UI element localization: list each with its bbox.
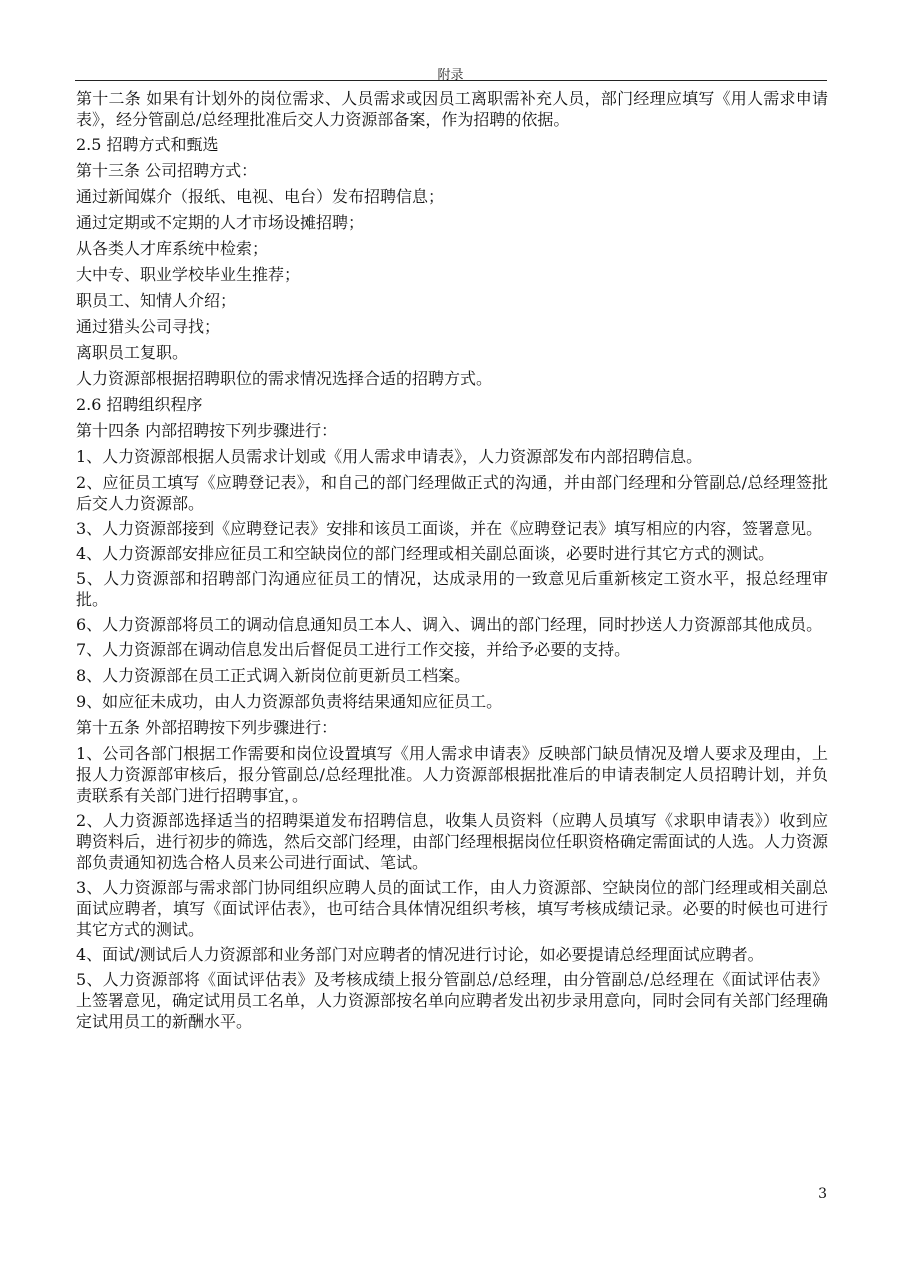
list-item: 大中专、职业学校毕业生推荐； — [76, 265, 301, 284]
page-number: 3 — [818, 1186, 827, 1202]
step-item: 4、人力资源部安排应征员工和空缺岗位的部门经理或相关副总面谈，必要时进行其它方式的测试。 — [76, 544, 775, 563]
article-12: 第十二条 如果有计划外的岗位需求、人员需求或因员工离职需补充人员，部门经理应填写《用人需求申请表》，经分管副总/总经理批准后交人力资源部备案，作为招聘的依据。 — [76, 89, 828, 129]
step-item: 5、人力资源部将《面试评估表》及考核成绩上报分管副总/总经理，由分管副总/总经理在《面试评估表》上签署意见，确定试用员工名单，人力资源部按名单向应聘者发出初步录用意向，同时会同有关部门经理确定试用员工的新酬水平。 — [76, 970, 829, 1031]
list-item: 离职员工复职。 — [76, 343, 189, 362]
page-header: 附录 — [437, 68, 464, 83]
step-item: 5、人力资源部和招聘部门沟通应征员工的情况，达成录用的一致意见后重新核定工资水平，报总经理审批。 — [76, 569, 828, 609]
step-item: 2、应征员工填写《应聘登记表》，和自己的部门经理做正式的沟通，并由部门经理和分管副总/总经理签批后交人力资源部。 — [76, 473, 828, 513]
list-item: 通过新闻媒介（报纸、电视、电台）发布招聘信息； — [76, 187, 445, 206]
list-item: 职员工、知情人介绍； — [76, 291, 237, 310]
step-item: 3、人力资源部接到《应聘登记表》安排和该员工面谈，并在《应聘登记表》填写相应的内容，签署意见。 — [76, 519, 823, 538]
list-item: 通过猎头公司寻找； — [76, 317, 221, 336]
step-item: 1、公司各部门根据工作需要和岗位设置填写《用人需求申请表》反映部门缺员情况及增人要求及理由，上报人力资源部审核后，报分管副总/总经理批准。人力资源部根据批准后的申请表制定人员招聘计划，并负责联系有关部门进行招聘事宜，。 — [76, 744, 828, 805]
document-body — [76, 88, 828, 1036]
step-item: 7、人力资源部在调动信息发出后督促员工进行工作交接，并给予必要的支持。 — [76, 640, 631, 659]
step-item: 3、人力资源部与需求部门协同组织应聘人员的面试工作，由人力资源部、空缺岗位的部门经理或相关副总面试应聘者，填写《面试评估表》，也可结合具体情况组织考核，填写考核成绩记录。必要的时候也可进行其它方式的测试。 — [76, 878, 828, 939]
step-item: 4、面试/测试后人力资源部和业务部门对应聘者的情况进行讨论，如必要提请总经理面试应聘者。 — [76, 945, 764, 964]
step-item: 6、人力资源部将员工的调动信息通知员工本人、调入、调出的部门经理，同时抄送人力资源部其他成员。 — [76, 615, 823, 634]
list-item: 从各类人才库系统中检索； — [76, 239, 269, 258]
article-14: 第十四条 内部招聘按下列步骤进行： — [76, 421, 338, 440]
paragraph: 人力资源部根据招聘职位的需求情况选择合适的招聘方式。 — [76, 369, 493, 388]
step-item: 1、人力资源部根据人员需求计划或《用人需求申请表》，人力资源部发布内部招聘信息。 — [76, 447, 703, 466]
section-heading-2-5: 2.5 招聘方式和甄选 — [76, 135, 219, 154]
header-divider — [75, 80, 827, 81]
article-13: 第十三条 公司招聘方式： — [76, 161, 258, 180]
step-item: 9、如应征未成功，由人力资源部负责将结果通知应征员工。 — [76, 692, 503, 711]
step-item: 8、人力资源部在员工正式调入新岗位前更新员工档案。 — [76, 666, 471, 685]
list-item: 通过定期或不定期的人才市场设摊招聘； — [76, 213, 365, 232]
step-item: 2、人力资源部选择适当的招聘渠道发布招聘信息，收集人员资料（应聘人员填写《求职申请表》）收到应聘资料后，进行初步的筛选，然后交部门经理，由部门经理根据岗位任职资格确定需面试的人选。人力资源部负责通知初选合格人员来公司进行面试、笔试。 — [76, 811, 829, 872]
article-15: 第十五条 外部招聘按下列步骤进行： — [76, 718, 338, 737]
section-heading-2-6: 2.6 招聘组织程序 — [76, 395, 203, 414]
